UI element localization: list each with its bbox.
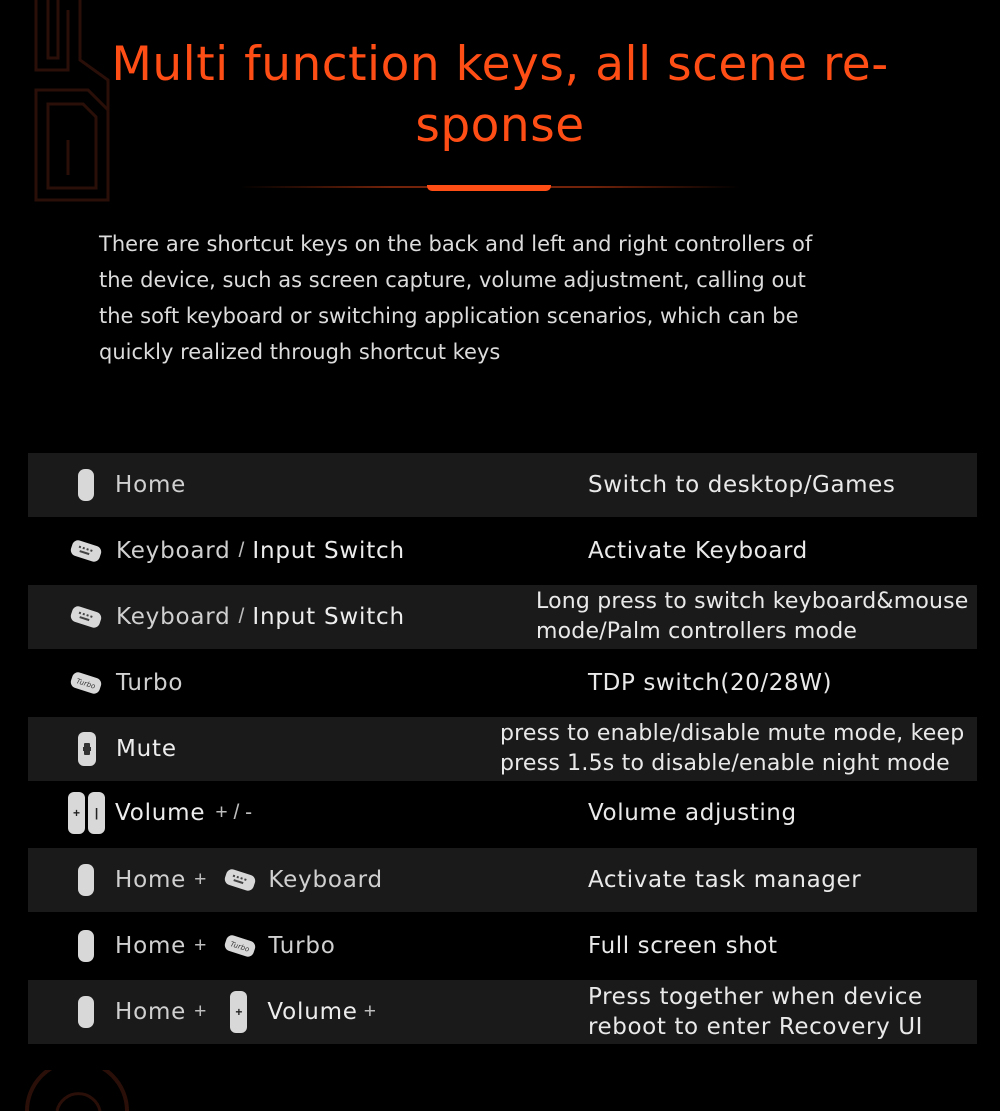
- key-label-secondary: Input Switch: [252, 604, 405, 630]
- key-function: [536, 585, 969, 649]
- home-key-icon: [78, 930, 94, 962]
- intro-line: There are shortcut keys on the back and left and right controllers of: [99, 232, 813, 256]
- intro-line: quickly realized through shortcut keys: [99, 340, 501, 364]
- volume-up-glyph: +: [230, 991, 247, 1033]
- key-label: Home: [115, 472, 187, 498]
- key-label: Turbo: [116, 670, 184, 696]
- key-suffix: + / -: [215, 801, 253, 824]
- keyboard-key-icon: [222, 868, 258, 892]
- shortcut-row-home: [28, 453, 977, 517]
- intro-line: the soft keyboard or switching application scenarios, which can be: [99, 304, 799, 328]
- title-line-1: Multi function keys, all scene re-: [111, 37, 889, 92]
- key-label-secondary: Volume: [267, 999, 358, 1025]
- key-function: Volume adjusting: [588, 800, 797, 826]
- key-separator: /: [238, 539, 245, 562]
- key-plus: +: [194, 934, 207, 957]
- home-key-icon: [78, 996, 94, 1028]
- intro-line: the device, such as screen capture, volume adjustment, calling out: [99, 268, 806, 292]
- key-label: Home: [115, 999, 187, 1025]
- key-label: Home: [115, 867, 187, 893]
- key-separator: /: [238, 605, 245, 628]
- key-function-line: reboot to enter Recovery UI: [588, 1014, 924, 1040]
- key-plus: +: [194, 1000, 207, 1023]
- shortcut-row-keyboard-long-press: [28, 585, 977, 649]
- mute-key-icon: [78, 732, 96, 766]
- key-suffix: +: [363, 1000, 376, 1023]
- shortcut-row-volume: [28, 781, 977, 845]
- key-label: Volume: [115, 800, 206, 826]
- title-divider-accent: [427, 185, 551, 191]
- key-function: [500, 717, 964, 781]
- key-function-line: press to enable/disable mute mode, keep: [500, 721, 965, 746]
- key-plus: +: [194, 868, 207, 891]
- shortcut-row-mute: [28, 717, 977, 781]
- key-label: Keyboard: [116, 538, 231, 564]
- key-function-line: press 1.5s to disable/enable night mode: [500, 751, 950, 776]
- home-key-icon: [78, 864, 94, 896]
- shortcut-row-home-keyboard: [28, 848, 977, 912]
- key-function: Full screen shot: [588, 933, 778, 959]
- key-function-line: Press together when device: [588, 984, 923, 1010]
- turbo-key-icon: [222, 934, 258, 958]
- key-function: Switch to desktop/Games: [588, 472, 896, 498]
- page-title: [100, 34, 900, 156]
- key-function-line: Long press to switch keyboard&mouse: [536, 589, 969, 614]
- turbo-icon-text: Turbo: [229, 940, 251, 954]
- key-label-secondary: Keyboard: [268, 867, 383, 893]
- decorative-arc: [22, 1070, 132, 1111]
- key-label: Keyboard: [116, 604, 231, 630]
- key-label: Mute: [116, 736, 177, 762]
- key-label-secondary: Turbo: [268, 933, 336, 959]
- key-function: Activate task manager: [588, 867, 862, 893]
- turbo-key-icon: [68, 671, 104, 695]
- volume-down-glyph: |: [88, 792, 105, 834]
- turbo-icon-text: Turbo: [75, 677, 97, 691]
- home-key-icon: [78, 469, 94, 501]
- key-function-line: mode/Palm controllers mode: [536, 619, 858, 644]
- shortcut-row-keyboard: [28, 519, 977, 583]
- shortcut-row-home-volume: [28, 980, 977, 1044]
- key-label: Home: [115, 933, 187, 959]
- shortcut-row-turbo: [28, 651, 977, 715]
- intro-paragraph: [99, 226, 899, 370]
- key-function: Activate Keyboard: [588, 538, 808, 564]
- key-function: TDP switch(20/28W): [588, 670, 833, 696]
- volume-key-icon: [68, 792, 105, 834]
- keyboard-key-icon: [68, 539, 104, 563]
- title-line-2: sponse: [415, 98, 585, 153]
- key-label-secondary: Input Switch: [252, 538, 405, 564]
- volume-key-icon: [230, 991, 247, 1033]
- volume-up-glyph: +: [68, 792, 85, 834]
- keyboard-key-icon: [68, 605, 104, 629]
- key-function: [588, 980, 923, 1044]
- shortcut-row-home-turbo: [28, 914, 977, 978]
